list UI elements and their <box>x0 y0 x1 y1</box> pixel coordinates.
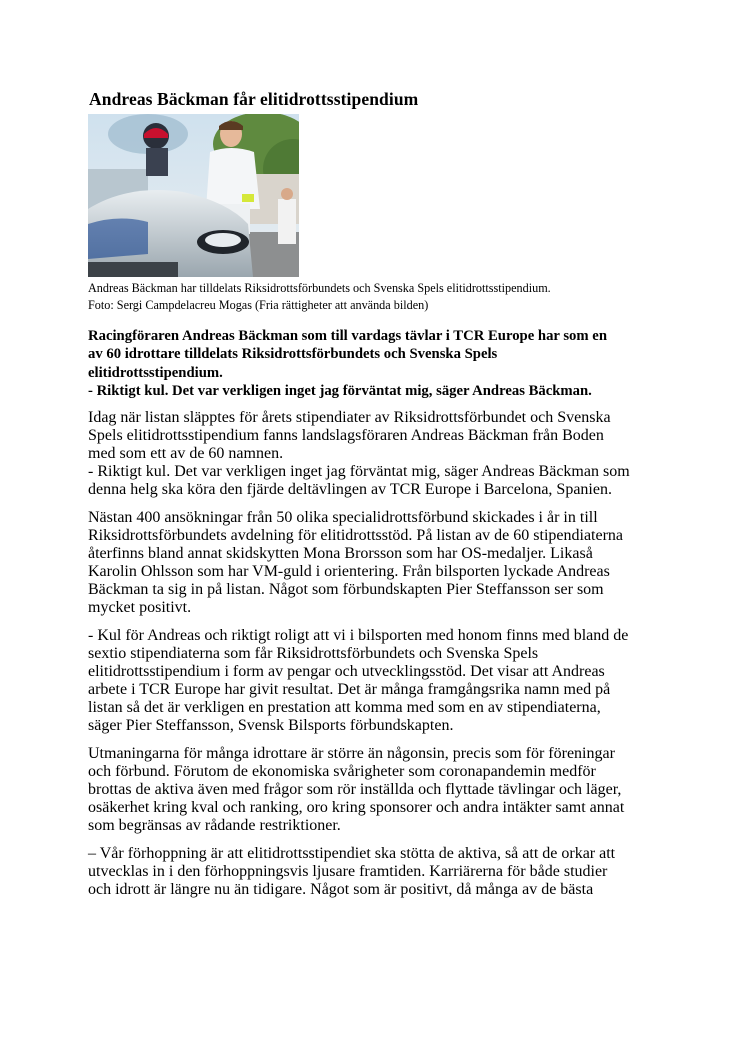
body-line: och förbund. Förutom de ekonomiska svårigheter som coronapandemin medför <box>88 762 596 780</box>
body-line: återfinns bland annat skidskytten Mona Brorsson som har OS-medaljer. Likaså <box>88 544 593 562</box>
body-line: listan så det är verkligen en prestation att komma med som en av stipendiaterna, <box>88 698 601 716</box>
lead-paragraph <box>88 327 663 401</box>
body-line: Utmaningarna för många idrottare är större än någonsin, precis som för föreningar <box>88 744 615 762</box>
body-line: Karolin Ohlsson som har VM-guld i orientering. Från bilsporten lyckade Andreas <box>88 562 610 580</box>
body-line: osäkerhet kring kval och ranking, oro kring sponsorer och andra intäkter samt annat <box>88 798 625 816</box>
body-line: arbete i TCR Europe har givit resultat. Det är många framgångsrika namn med på <box>88 680 611 698</box>
body-line: Riksidrottsförbundets avdelning för elitidrottsstöd. På listan av de 60 stipendiaterna <box>88 526 624 544</box>
body-line: denna helg ska köra den fjärde deltävlingen av TCR Europe i Barcelona, Spanien. <box>88 480 612 498</box>
body-line: Idag när listan släpptes för årets stipendiater av Riksidrottsförbundet och Svenska <box>88 408 611 426</box>
caption-line: Andreas Bäckman har tilldelats Riksidrottsförbundets och Svenska Spels elitidrottsstipendium. <box>88 281 551 295</box>
lead-line: av 60 idrottare tilldelats Riksidrottsförbundets och Svenska Spels <box>88 346 498 363</box>
lead-line: elitidrottsstipendium. <box>88 364 223 381</box>
body-line: mycket positivt. <box>88 598 192 616</box>
body-line: utvecklas in i den förhoppningsvis ljusare framtiden. Karriärerna för både studier <box>88 862 608 880</box>
body-line: – Vår förhoppning är att elitidrottsstipendiet ska stötta de aktiva, så att de orkar att <box>88 844 616 862</box>
race-car-driver-photo <box>88 114 299 277</box>
body-line: Nästan 400 ansökningar från 50 olika specialidrottsförbund skickades i år in till <box>88 508 598 526</box>
caption-line: Foto: Sergi Campdelacreu Mogas (Fria rättigheter att använda bilden) <box>88 297 429 312</box>
body-line: säger Pier Steffansson, Svensk Bilsports förbundskapten. <box>88 716 454 734</box>
body-line: som begränsas av rådande restriktioner. <box>88 816 341 834</box>
body-line: sextio stipendiaterna som får Riksidrottsförbundets och Svenska Spels <box>88 644 539 662</box>
body-line: brottas de aktiva även med frågor som rör inställda och flyttade tävlingar och läger, <box>88 780 622 798</box>
article-title: Andreas Bäckman får elitidrottsstipendium <box>89 89 419 109</box>
photo-caption <box>88 280 663 313</box>
body-line: Spels elitidrottsstipendium fanns landslagsföraren Andreas Bäckman från Boden <box>88 426 604 444</box>
article-body <box>88 409 663 899</box>
body-line: - Riktigt kul. Det var verkligen inget jag förväntat mig, säger Andreas Bäckman som <box>88 462 630 480</box>
lead-line: - Riktigt kul. Det var verkligen inget jag förväntat mig, säger Andreas Bäckman. <box>88 383 592 400</box>
article <box>88 88 663 909</box>
body-line: och idrott är längre nu än tidigare. Något som är positivt, då många av de bästa <box>88 880 594 898</box>
body-line: med som ett av de 60 namnen. <box>88 444 284 462</box>
body-line: - Kul för Andreas och riktigt roligt att vi i bilsporten med honom finns med bland de <box>88 626 629 644</box>
body-line: Bäckman ta sig in på listan. Något som förbundskapten Pier Steffansson ser som <box>88 580 604 598</box>
lead-line: Racingföraren Andreas Bäckman som till vardags tävlar i TCR Europe har som en <box>88 328 607 344</box>
body-line: elitidrottsstipendium i form av pengar och utvecklingsstöd. Det visar att Andreas <box>88 662 605 680</box>
